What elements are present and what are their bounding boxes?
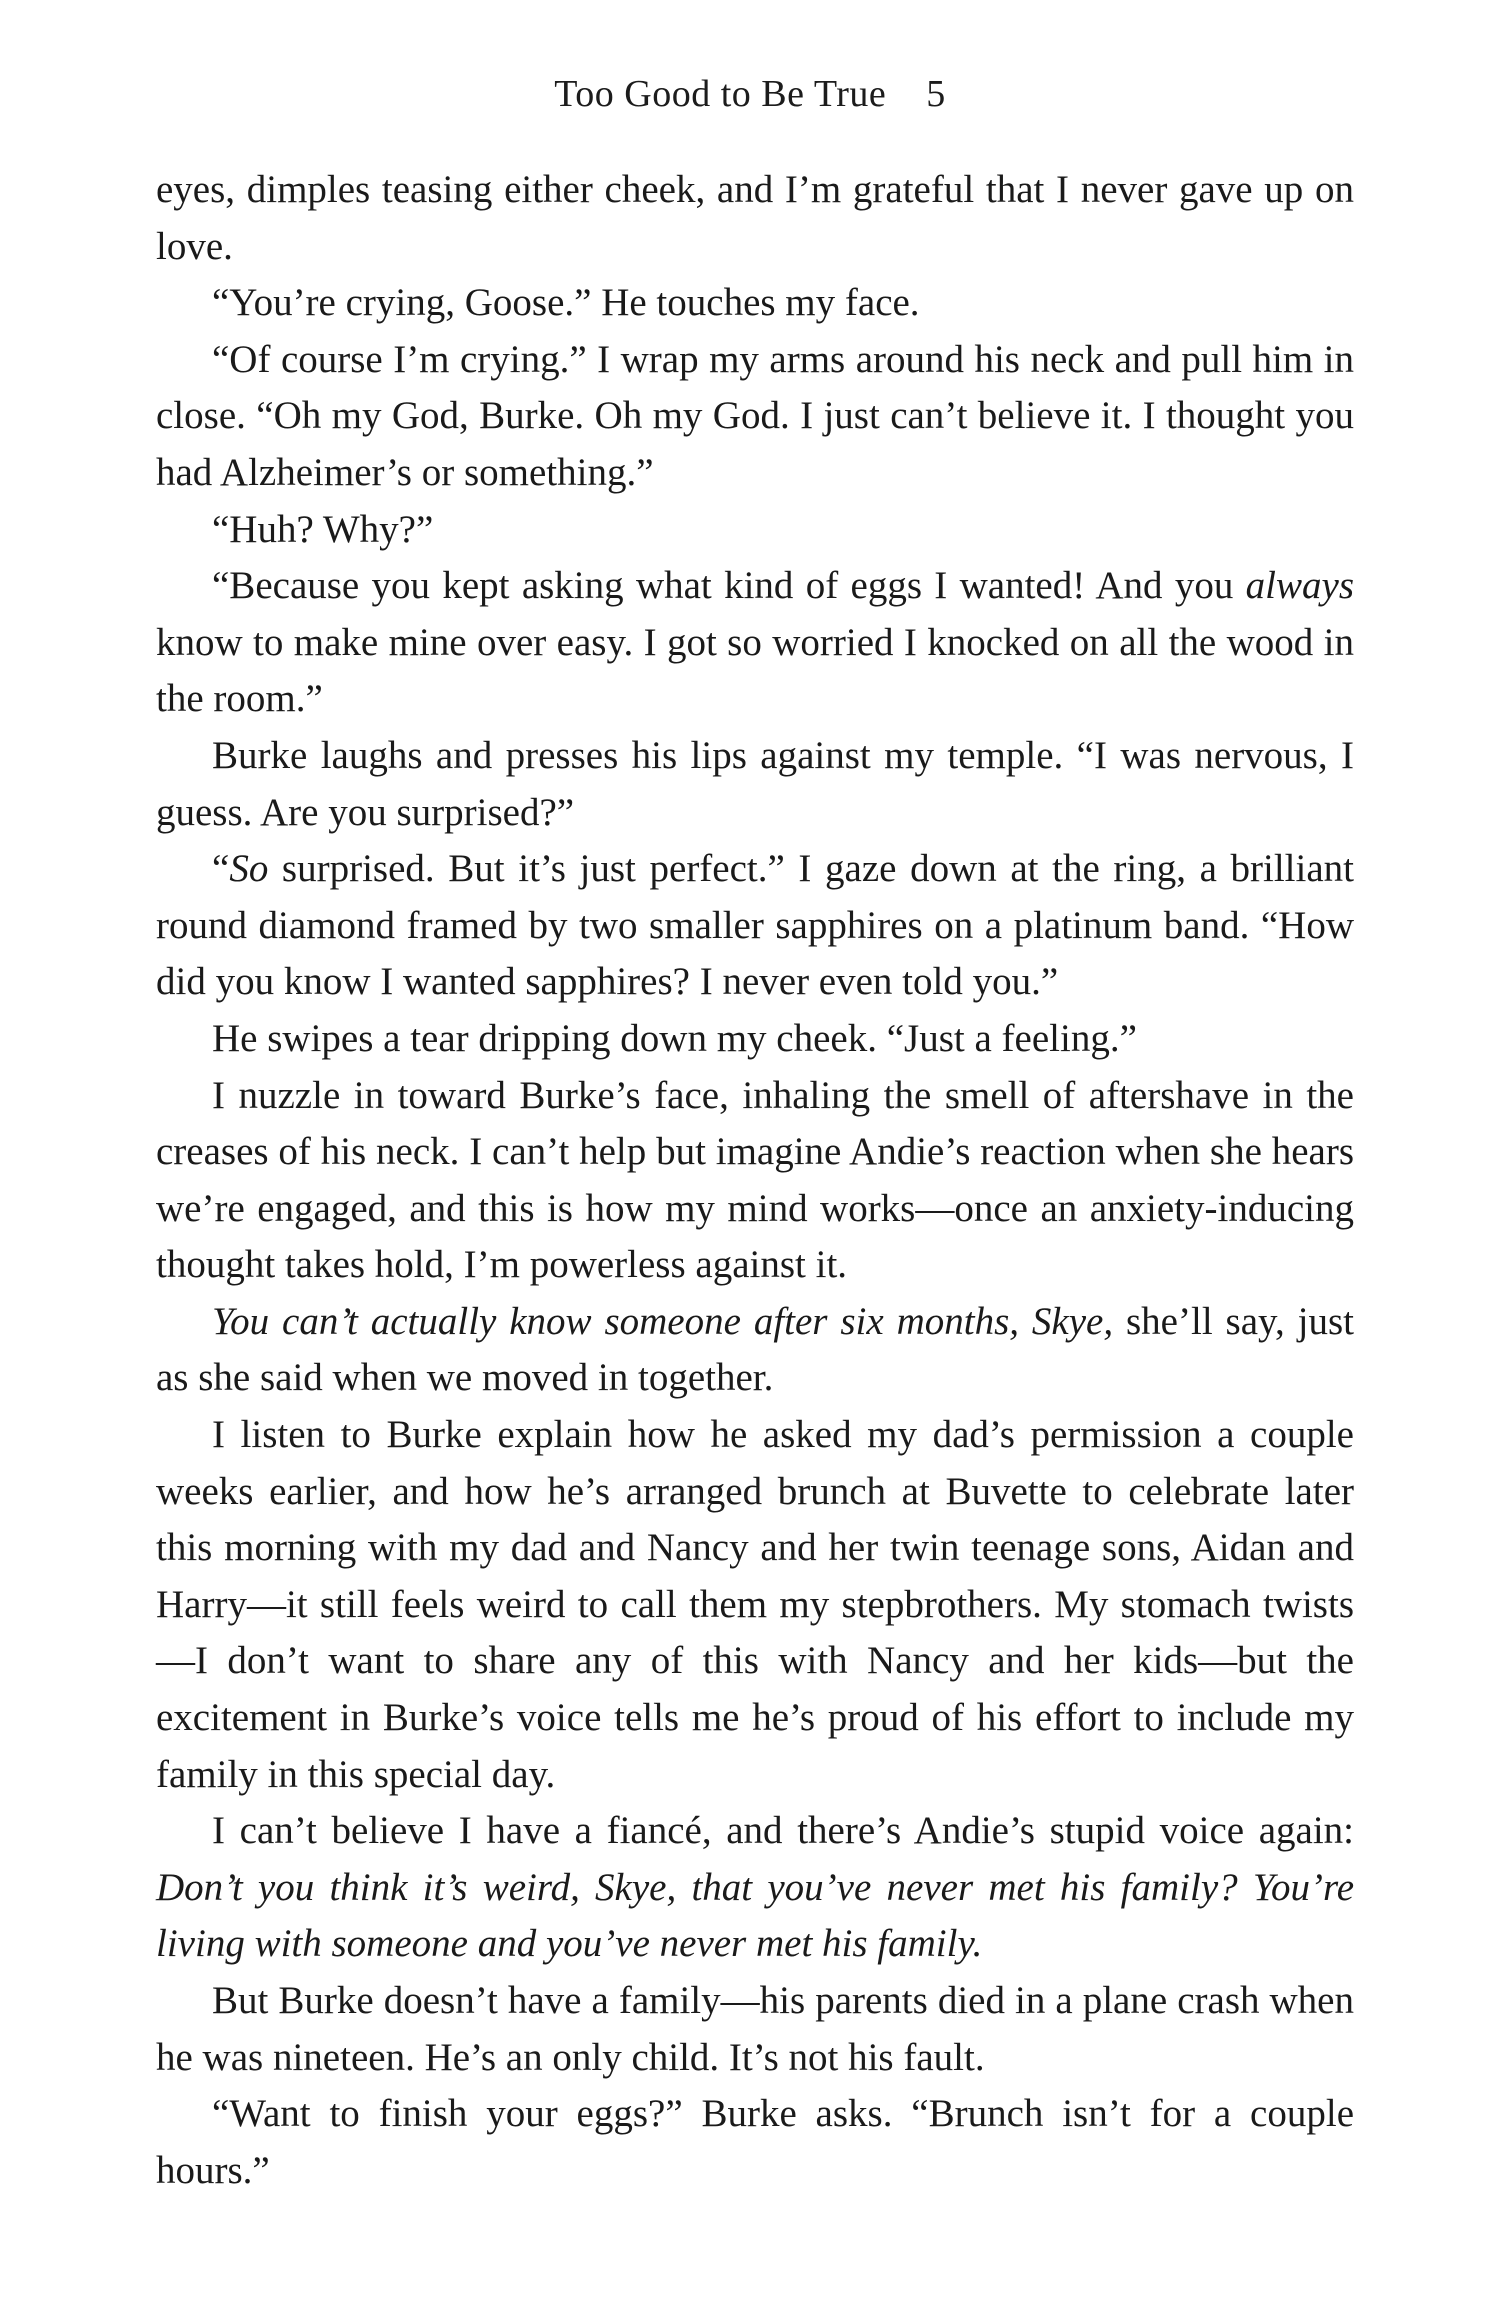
text-run: “Because you kept asking what kind of eggs I wanted! And you — [212, 564, 1246, 608]
italic-run: You can’t actually know someone after six months, Skye, — [212, 1299, 1114, 1343]
text-run: I nuzzle in toward Burke’s face, inhaling the smell of aftershave in the creases of his neck. I can’t help but imagine Andie’s reaction when she hears we’re engaged, and this is how my mind works—once an anxiety-inducing thought takes hold, I’m powerless against it. — [156, 1073, 1354, 1287]
paragraph — [156, 1068, 1354, 1294]
text-run: she’ll say, just as she said when we moved in together. — [156, 1299, 1355, 1400]
paragraph — [156, 502, 1354, 559]
text-run: eyes, dimples teasing either cheek, and I’m grateful that I never gave up on love. — [156, 168, 1354, 268]
paragraph — [156, 1011, 1354, 1068]
paragraph — [156, 728, 1354, 841]
text-run: Burke laughs and presses his lips against my temple. “I was nervous, I guess. Are you surprised?” — [156, 733, 1354, 834]
paragraph — [156, 162, 1354, 275]
text-run: surprised. But it’s just perfect.” I gaze down at the ring, a brilliant round diamond framed by two smaller sapphires on a platinum band. “How did you know I wanted sapphires? I never even told you.” — [156, 847, 1354, 1004]
paragraph — [156, 841, 1354, 1011]
body-text — [156, 162, 1354, 2199]
paragraph — [156, 1294, 1354, 1407]
text-run: But Burke doesn’t have a family—his parents died in a plane crash when he was nineteen. He’s an only child. It’s not his fault. — [156, 1979, 1354, 2079]
running-header — [0, 72, 1500, 116]
text-run: I listen to Burke explain how he asked my dad’s permission a couple weeks earlier, and how he’s arranged brunch at Buvette to celebrate later this morning with my dad and Nancy and her twin teenage sons, Aidan and Harry—it still feels weird to call them my stepbrothers. My stomach twists—I don’t want to share any of this with Nancy and her kids—but the excitement in Burke’s voice tells me he’s proud of his effort to include my family in this special day. — [156, 1413, 1354, 1796]
paragraph — [156, 1973, 1354, 2086]
text-run: know to make mine over easy. I got so worried I knocked on all the wood in the room.” — [156, 620, 1354, 721]
text-run: “ — [212, 847, 230, 891]
text-run: He swipes a tear dripping down my cheek. “Just a feeling.” — [212, 1016, 1137, 1060]
paragraph — [156, 1803, 1354, 1973]
paragraph — [156, 275, 1354, 332]
page-number: 5 — [926, 73, 946, 115]
italic-run: always — [1245, 564, 1354, 608]
paragraph — [156, 2086, 1354, 2199]
text-run: “Of course I’m crying.” I wrap my arms around his neck and pull him in close. “Oh my God, Burke. Oh my God. I just can’t believe it. I thought you had Alzheimer’s or something.” — [156, 337, 1354, 494]
paragraph — [156, 332, 1354, 502]
running-header-title: Too Good to Be True — [554, 73, 887, 115]
text-run: “Huh? Why?” — [212, 507, 434, 551]
paragraph — [156, 558, 1354, 728]
text-run: “Want to finish your eggs?” Burke asks. “Brunch isn’t for a couple hours.” — [156, 2092, 1354, 2192]
text-run: “You’re crying, Goose.” He touches my face. — [212, 281, 920, 325]
paragraph — [156, 1407, 1354, 1803]
text-run: I can’t believe I have a fiancé, and there’s Andie’s stupid voice again: — [212, 1809, 1354, 1853]
italic-run: So — [229, 847, 269, 891]
italic-run: Don’t you think it’s weird, Skye, that you’ve never met his family? You’re living with someone and you’ve never met his family. — [156, 1865, 1354, 1966]
